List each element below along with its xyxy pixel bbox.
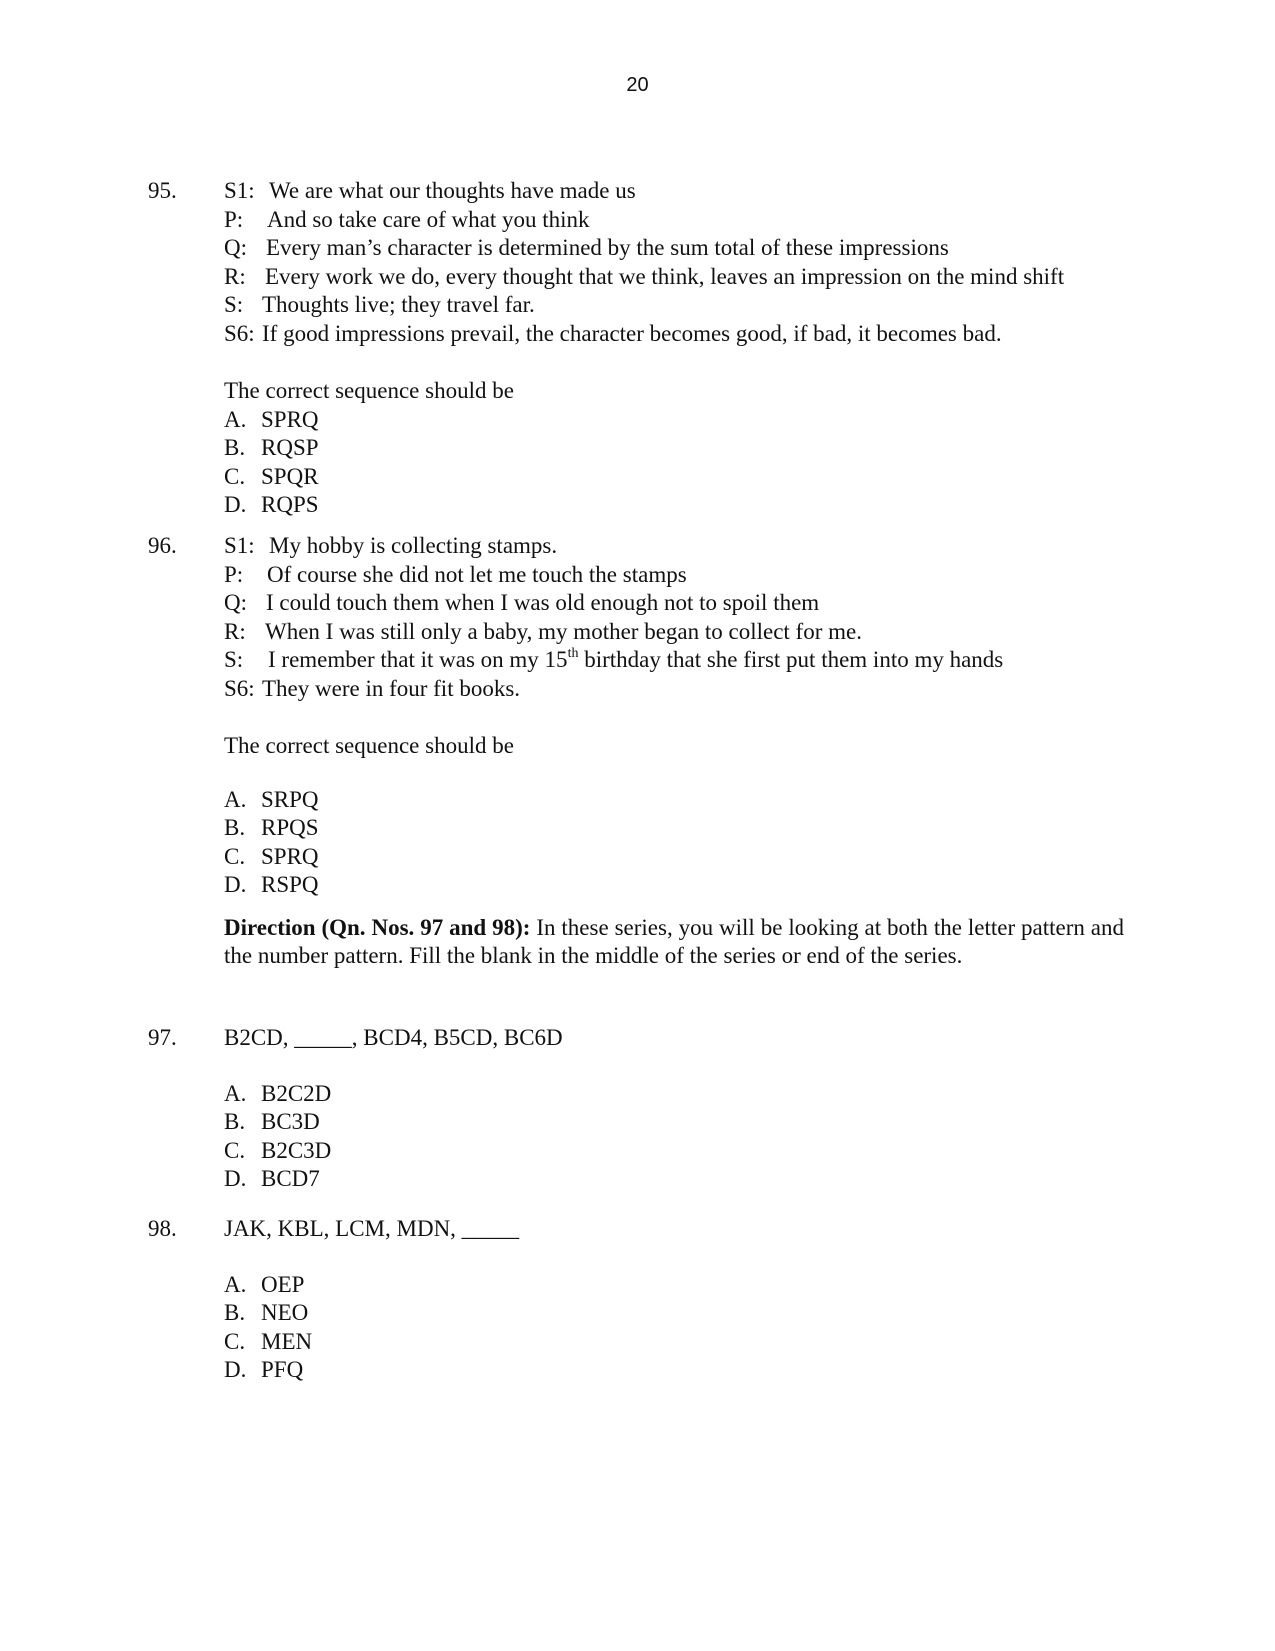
option-text: PFQ	[261, 1357, 304, 1382]
option-a	[224, 1271, 1148, 1300]
option-label: A.	[224, 786, 247, 812]
line-text: They were in four fit books.	[262, 675, 521, 701]
option-label: D.	[224, 1357, 247, 1382]
option-label: A.	[224, 1080, 247, 1106]
option-label: D.	[224, 872, 247, 897]
sentence-r	[224, 263, 1148, 292]
question-number: 96.	[148, 533, 177, 558]
line-text-before: I remember that it was on my 15	[268, 647, 568, 672]
page-number: 20	[626, 74, 649, 96]
line-text: I could touch them when I was old enough not to spoil them	[266, 590, 820, 615]
option-d	[224, 871, 1148, 900]
line-text: We are what our thoughts have made us	[269, 178, 636, 203]
option-c	[224, 463, 1148, 492]
option-text: RSPQ	[261, 872, 319, 897]
line-label: S1:	[224, 178, 255, 203]
sentence-s1	[224, 177, 1148, 206]
sentence-s6	[224, 675, 1148, 704]
option-d	[224, 1356, 1148, 1385]
option-b	[224, 814, 1148, 843]
option-text: BCD7	[261, 1166, 320, 1191]
sentence-r	[224, 618, 1148, 647]
line-text: And so take care of what you think	[267, 206, 590, 232]
option-text: SPQR	[261, 463, 319, 489]
line-label: R:	[224, 263, 246, 289]
question-number: 98.	[148, 1216, 177, 1241]
option-text: B2C3D	[261, 1137, 332, 1163]
option-b	[224, 434, 1148, 463]
question-text: B2CD, _____, BCD4, B5CD, BC6D	[224, 1025, 563, 1050]
line-label: R:	[224, 618, 246, 644]
line-text: Thoughts live; they travel far.	[262, 292, 535, 317]
line-text: If good impressions prevail, the character becomes good, if bad, it becomes bad.	[262, 320, 1002, 346]
sentence-q	[224, 589, 1148, 618]
option-label: B.	[224, 1300, 246, 1325]
option-text: OEP	[261, 1271, 305, 1297]
question-text: JAK, KBL, LCM, MDN, _____	[224, 1216, 520, 1241]
direction-heading: Direction (Qn. Nos. 97 and 98):	[224, 915, 531, 940]
option-label: B.	[224, 815, 246, 840]
option-text: MEN	[261, 1328, 313, 1354]
line-label: P:	[224, 206, 244, 232]
sentence-p	[224, 561, 1148, 590]
option-label: C.	[224, 1137, 246, 1163]
option-a	[224, 406, 1148, 435]
option-c	[224, 1137, 1148, 1166]
sentence-s6	[224, 320, 1148, 349]
line-text: Every work we do, every thought that we think, leaves an impression on the mind shift	[265, 263, 1065, 289]
option-b	[224, 1108, 1148, 1137]
option-text: RQSP	[261, 435, 319, 460]
option-label: C.	[224, 1328, 246, 1354]
sentence-s	[224, 291, 1148, 320]
option-text: BC3D	[261, 1109, 320, 1134]
option-text: SPRQ	[261, 843, 319, 869]
option-label: B.	[224, 1109, 246, 1134]
option-text: SRPQ	[261, 786, 319, 812]
line-label: S:	[224, 292, 244, 317]
option-b	[224, 1299, 1148, 1328]
sentence-q	[224, 234, 1148, 263]
line-text: Every man’s character is determined by the sum total of these impressions	[266, 235, 949, 260]
line-text: My hobby is collecting stamps.	[269, 533, 558, 558]
option-d	[224, 491, 1148, 520]
line-label: S1:	[224, 533, 255, 558]
option-a	[224, 786, 1148, 815]
option-label: D.	[224, 492, 247, 517]
option-label: C.	[224, 463, 246, 489]
line-text: When I was still only a baby, my mother began to collect for me.	[265, 618, 862, 644]
ordinal-suffix: th	[567, 646, 579, 662]
option-label: A.	[224, 406, 247, 432]
option-label: C.	[224, 843, 246, 869]
option-text: NEO	[261, 1300, 309, 1325]
question-95	[148, 177, 1148, 520]
option-a	[224, 1080, 1148, 1109]
sequence-prompt: The correct sequence should be	[224, 378, 514, 403]
direction-paragraph	[224, 914, 1124, 970]
option-label: D.	[224, 1166, 247, 1191]
option-label: B.	[224, 435, 246, 460]
line-label: S:	[224, 647, 244, 672]
question-number: 97.	[148, 1025, 177, 1050]
line-text-after: birthday that she first put them into my hands	[578, 647, 1004, 672]
sequence-prompt: The correct sequence should be	[224, 733, 514, 758]
option-c	[224, 1328, 1148, 1357]
line-label: P:	[224, 561, 244, 587]
option-text: B2C2D	[261, 1080, 332, 1106]
option-text: RQPS	[261, 492, 319, 517]
question-97	[148, 1024, 1148, 1194]
line-label: S6:	[224, 320, 255, 346]
line-label: Q:	[224, 235, 247, 260]
line-label: Q:	[224, 590, 247, 615]
question-96	[148, 532, 1148, 900]
line-text: Of course she did not let me touch the stamps	[267, 561, 687, 587]
sentence-s	[224, 646, 1148, 675]
line-label: S6:	[224, 675, 255, 701]
option-text: SPRQ	[261, 406, 319, 432]
question-number: 95.	[148, 178, 177, 203]
option-label: A.	[224, 1271, 247, 1297]
sentence-p	[224, 206, 1148, 235]
sentence-s1	[224, 532, 1148, 561]
option-text: RPQS	[261, 815, 319, 840]
option-d	[224, 1165, 1148, 1194]
option-c	[224, 843, 1148, 872]
direction-text: In these series, you will be looking at both the letter pattern and the number pattern. Fill the blank in the middle of the series or end of the series.	[224, 915, 1124, 968]
question-98	[148, 1215, 1148, 1385]
